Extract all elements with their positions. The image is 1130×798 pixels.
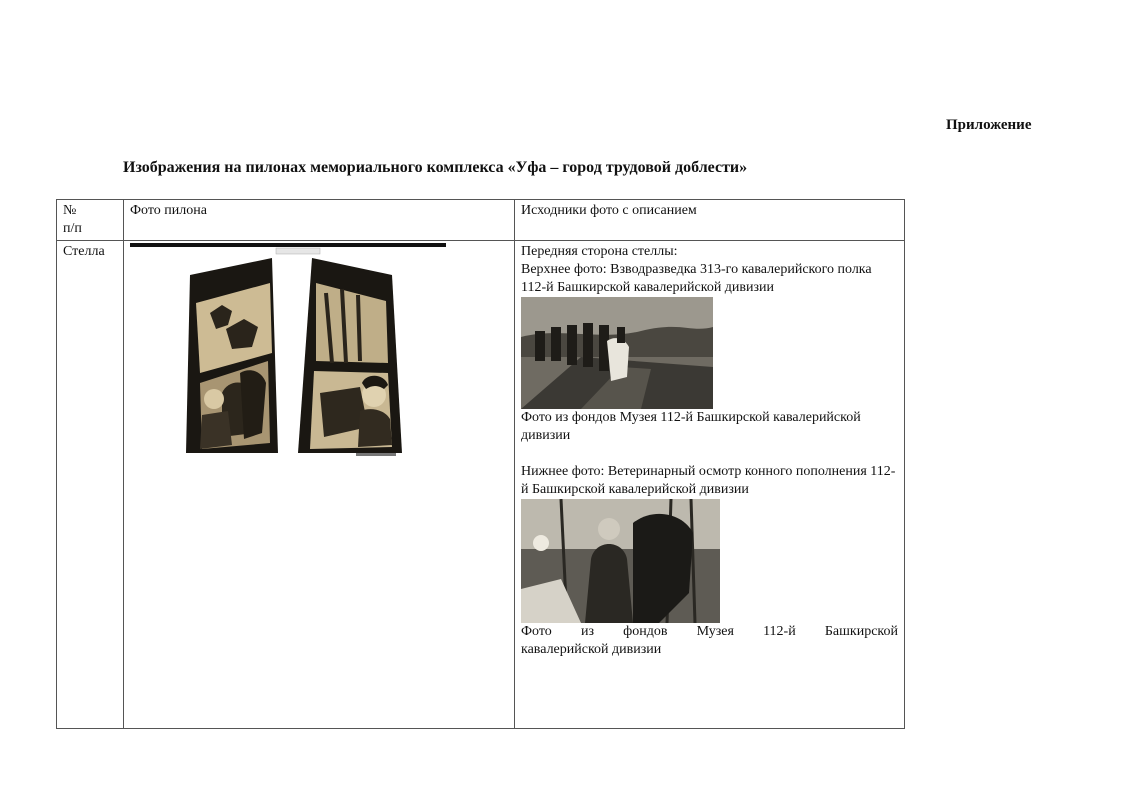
pylon-table: [56, 199, 905, 729]
header-number-line1: №: [63, 203, 77, 218]
bottom-photo: [521, 499, 720, 623]
pylon-illustration: [130, 243, 510, 473]
header-number-line2: п/п: [63, 221, 82, 236]
sources-cell: [515, 241, 905, 729]
spacer: [521, 445, 898, 463]
header-pylon-photo: Фото пилона: [124, 200, 515, 241]
top-photo-caption: Верхнее фото: Взводразведка 313-го кавалерийского полка 112-й Башкирской кавалерийской дивизии: [521, 262, 872, 295]
table-row: [57, 241, 905, 729]
pylon-image: [130, 243, 510, 473]
header-sources: Исходники фото с описанием: [515, 200, 905, 241]
top-photo-source: Фото из фондов Музея 112-й Башкирской кавалерийской дивизии: [521, 410, 861, 443]
bottom-photo-source-line2: кавалерийской дивизии: [521, 642, 662, 657]
row-label: Стелла: [57, 241, 124, 729]
pylon-photo-cell: [124, 241, 515, 729]
top-photo: [521, 297, 713, 409]
bottom-photo-source-line1: Фото из фондов Музея 112-й Башкирской: [521, 624, 898, 639]
front-side-label: Передняя сторона стеллы:: [521, 244, 678, 259]
table-header-row: [57, 200, 905, 241]
header-number: [57, 200, 124, 241]
bottom-photo-caption: Нижнее фото: Ветеринарный осмотр конного пополнения 112-й Башкирской кавалерийской дивизии: [521, 464, 896, 497]
document-title: Изображения на пилонах мемориального комплекса «Уфа – город трудовой доблести»: [123, 159, 748, 176]
appendix-label: Приложение: [946, 117, 1032, 133]
